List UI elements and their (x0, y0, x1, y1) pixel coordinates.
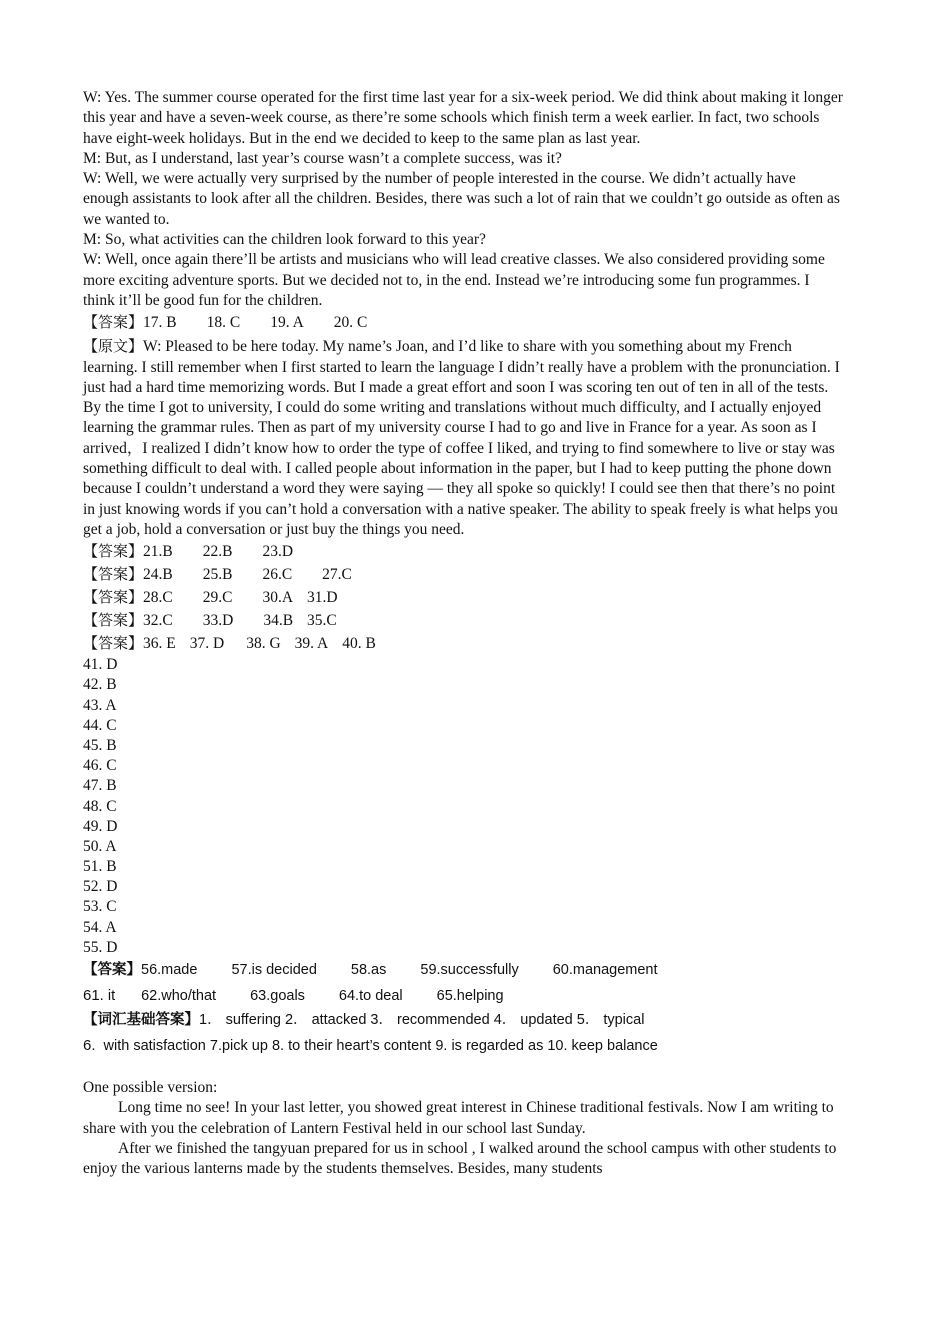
list-item: 49. D (83, 817, 118, 835)
list-item: 50. A (83, 837, 117, 855)
answer-line-21-23 (83, 540, 843, 563)
answer-item: 32.C (143, 612, 173, 630)
list-item: 47. B (83, 777, 117, 795)
answer-item: 57.is decided (231, 962, 317, 979)
answer-item: 36. E (143, 635, 176, 653)
list-item: 54. A (83, 918, 117, 936)
answer-item: 33.D (202, 612, 234, 630)
answer-item: 38. G (246, 635, 281, 653)
answer-item: 65.helping (436, 988, 504, 1005)
answer-line-32-35 (83, 609, 843, 632)
answer-item: 63.goals (250, 988, 305, 1005)
dialogue-line: M: But, as I understand, last year’s course wasn’t a complete success, was it? (83, 149, 562, 167)
original-text: W: Pleased to be here today. My name’s Joan, and I’d like to share with you something about my French learning. I still remember when I first started to learn the language I didn’t really have a problem with the pronunciation. I just had a hard time memorizing words. But I made a great effort and soon I was scoring ten out of ten in all of the tests. By the time I got to university, I could do some writing and translations without much difficulty, and I actually enjoyed learning the grammar rules. Then as part of my university course I had to go and live in France for a year. As soon as I arrived，I realized I didn’t know how to order the type of coffee I liked, and trying to find somewhere to live or stay was something difficult to deal with. I called people about information in the paper, but I had to keep putting the phone down because I couldn’t understand a word they were saying — they all spoke so quickly! I could see then that there’s no point in just knowing words if you can’t hold a conversation with a native speaker. The ability to speak freely is what helps you get a job, hold a conversation or just buy the things you need. (83, 338, 840, 538)
answer-item: 39. A (294, 635, 329, 653)
answer-tag: 【答案】 (83, 565, 144, 584)
list-item: 55. D (83, 938, 118, 956)
answer-line-24-27 (83, 563, 843, 586)
answer-item: 58.as (350, 962, 387, 979)
vocab-tag: 【词汇基础答案】 (83, 1012, 199, 1029)
answer-item: 30.A (262, 589, 294, 607)
list-item: 48. C (83, 797, 117, 815)
answer-item: 20. C (333, 314, 368, 332)
answer-tag: 【答案】 (83, 634, 144, 653)
essay-paragraph: Long time no see! In your last letter, you showed great interest in Chinese traditional festivals. Now I am writing to share with you the celebration of Lantern Festival held in our school last Sunday. (83, 1099, 834, 1137)
list-item: 45. B (83, 736, 117, 754)
vocab-answer-line-1 (83, 1008, 843, 1033)
list-item: 42. B (83, 676, 117, 694)
answer-item: it (107, 988, 116, 1005)
list-item: 53. C (83, 898, 117, 916)
dialogue-line: W: Well, we were actually very surprised by the number of people interested in the course. We didn’t actually have enough assistants to look after all the children. Besides, there was such a lot of rain that we couldn’t go outside as often as we wanted to. (83, 170, 840, 228)
document-page (83, 88, 843, 1180)
answer-item: 64.to deal (338, 988, 403, 1005)
answer-item: 19. A (270, 314, 304, 332)
answer-item: 34.B (263, 612, 294, 630)
answer-line-28-31 (83, 586, 843, 609)
dialogue-section (83, 88, 843, 311)
answer-tag: 【答案】 (83, 611, 144, 630)
answer-item: 27.C (322, 566, 352, 584)
fill-answer-line-1 (83, 958, 843, 983)
vocab-answer-line-2 (83, 1033, 843, 1058)
answer-number: 61. (83, 987, 104, 1005)
answer-item: 60.management (552, 962, 658, 979)
answer-groups (83, 540, 843, 655)
answer-item: 23.D (262, 543, 294, 561)
list-item: 43. A (83, 696, 117, 714)
original-tag: 【原文】 (83, 337, 144, 356)
answer-item: 37. D (189, 635, 225, 653)
answer-line-17-20 (83, 311, 843, 334)
answer-item: 35.C (307, 612, 337, 630)
answer-item: 26.C (262, 566, 293, 584)
answer-tag: 【答案】 (83, 542, 144, 561)
answer-item: 28.C (143, 589, 173, 607)
answer-tag: 【答案】 (83, 588, 144, 607)
mcq-answer-list (83, 655, 843, 958)
spacer (83, 1058, 843, 1078)
dialogue-line: M: So, what activities can the children look forward to this year? (83, 231, 486, 249)
fill-answer-line-2 (83, 983, 843, 1008)
list-item: 46. C (83, 757, 117, 775)
answer-item: 62.who/that (141, 988, 217, 1005)
essay-section (83, 1078, 843, 1179)
original-text-paragraph (83, 336, 843, 540)
answer-item: 59.successfully (420, 962, 519, 979)
answer-item: 56.made (141, 962, 198, 979)
answer-item: 24.B (143, 566, 173, 584)
answer-item: 29.C (202, 589, 233, 607)
answer-item: 17. B (143, 314, 177, 332)
answer-item: 25.B (202, 566, 233, 584)
list-item: 52. D (83, 878, 118, 896)
list-item: 51. B (83, 858, 117, 876)
essay-heading: One possible version: (83, 1079, 218, 1097)
vocab-answers: 1． suffering 2． attacked 3． recommended 4． updated 5． typical (199, 1012, 645, 1029)
answer-item: 18. C (206, 314, 241, 332)
dialogue-line: W: Yes. The summer course operated for the first time last year for a six-week period. We did think about making it longer this year and have a seven-week course, as there’re some schools which finish term a week earlier. In fact, two schools have eight-week holidays. But in the end we decided to keep to the same plan as last year. (83, 89, 843, 147)
vocab-answers: with satisfaction 7.pick up 8. to their heart’s content 9. is regarded as 10. keep balance (103, 1038, 658, 1055)
answer-line-36-40 (83, 632, 843, 655)
answer-tag: 【答案】 (83, 962, 141, 979)
answer-item: 40. B (342, 635, 376, 653)
answer-item: 21.B (143, 543, 173, 561)
list-item: 41. D (83, 656, 118, 674)
answer-item: 22.B (202, 543, 233, 561)
essay-paragraph: After we finished the tangyuan prepared for us in school , I walked around the school campus with other students to enjoy the various lanterns made by the students themselves. Besides, many students (83, 1139, 837, 1178)
answer-number: 6. (83, 1037, 96, 1055)
dialogue-line: W: Well, once again there’ll be artists and musicians who will lead creative classes. We also considered providing some more exciting adventure sports. But we decided not to, in the end. Instead we’re introducing some fun programmes. I think it’ll be good fun for the children. (83, 251, 825, 309)
answer-item: 31.D (307, 589, 338, 607)
list-item: 44. C (83, 716, 117, 734)
answer-tag: 【答案】 (83, 313, 144, 332)
